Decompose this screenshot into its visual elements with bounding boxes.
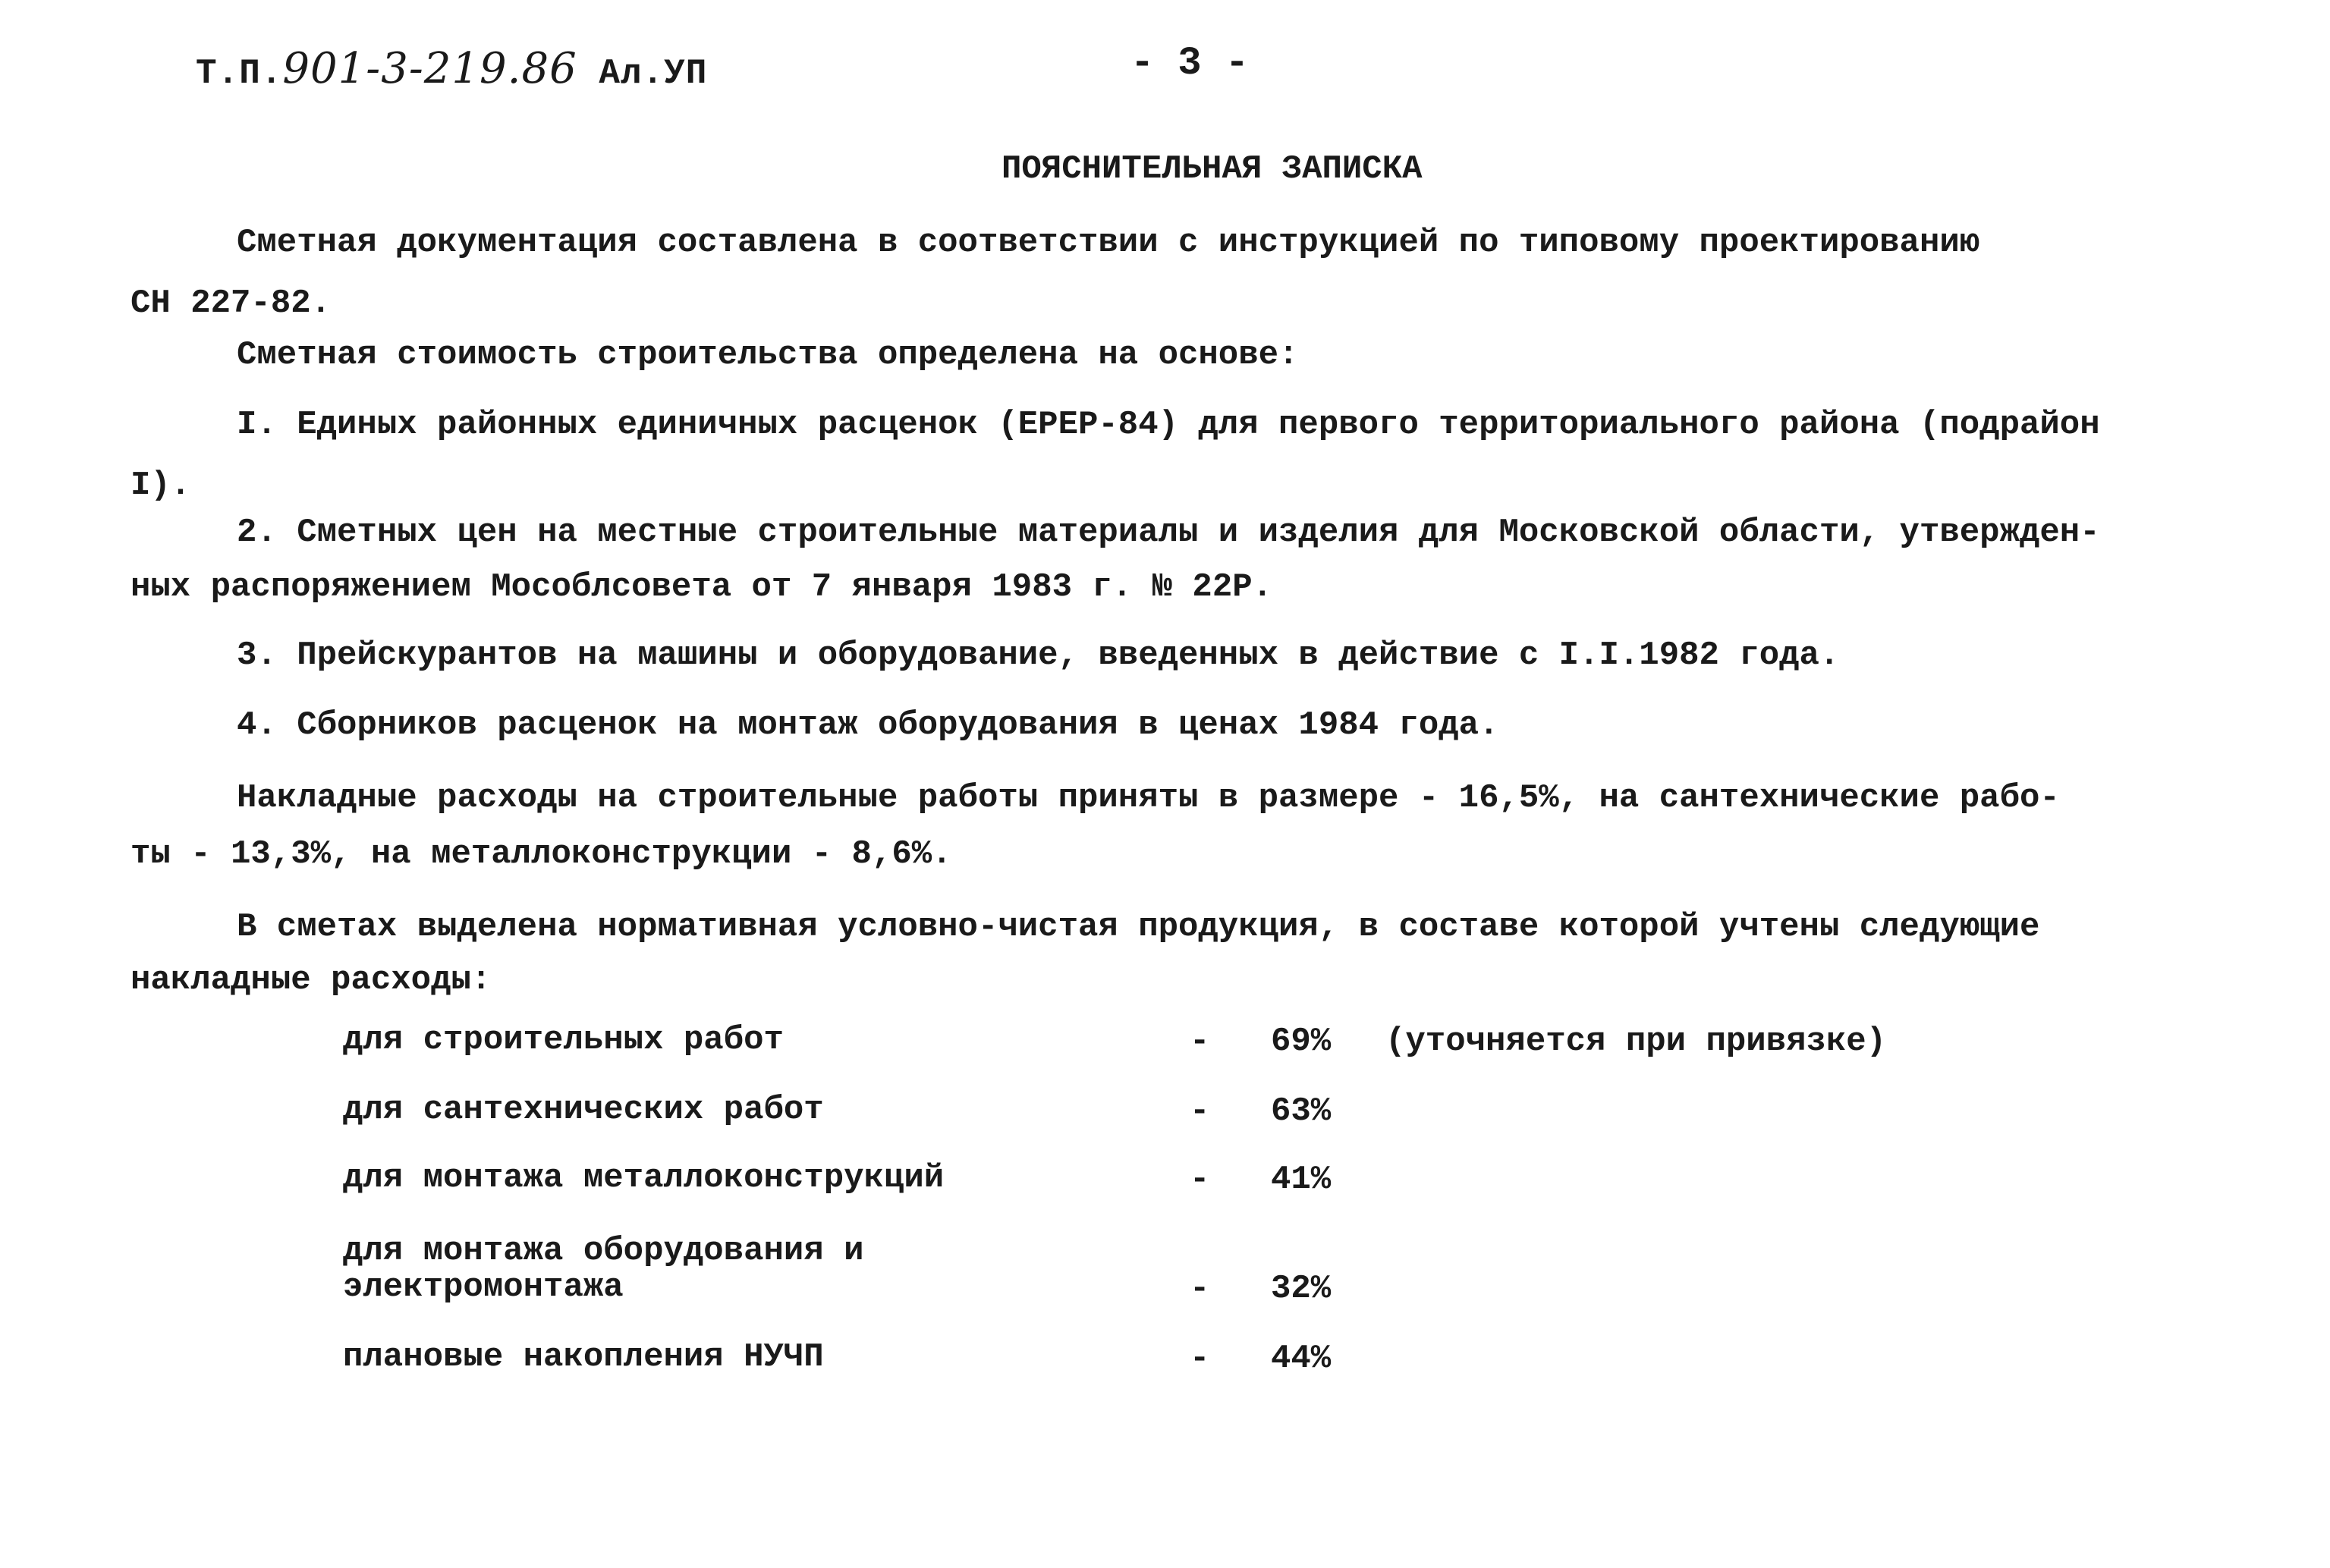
rate-note: (уточняется при привязке) bbox=[1385, 1023, 1887, 1061]
rate-dash: - bbox=[1190, 1092, 1210, 1130]
rate-value: 44% bbox=[1271, 1340, 1332, 1378]
rate-value: 69% bbox=[1271, 1023, 1332, 1061]
rate-label-line-1: для монтажа оборудования и bbox=[343, 1232, 864, 1270]
rate-dash: - bbox=[1190, 1340, 1210, 1378]
page-number: - 3 - bbox=[1130, 41, 1250, 86]
paragraph-1-line-1: Сметная документация составлена в соответствии с инструкцией по типовому проектированию bbox=[237, 224, 1980, 262]
paragraph-2: Сметная стоимость строительства определена на основе: bbox=[237, 336, 1299, 374]
code-prefix: Т.П. bbox=[196, 54, 283, 93]
item-1-line-2: I). bbox=[130, 467, 191, 504]
rate-value: 41% bbox=[1271, 1161, 1332, 1199]
paragraph-3-line-1: Накладные расходы на строительные работы приняты в размере - 16,5%, на сантехнические рабо- bbox=[237, 779, 2060, 817]
item-3: 3. Прейскурантов на машины и оборудование, введенных в действие с I.I.1982 года. bbox=[237, 636, 1840, 674]
rate-label: для сантехнических работ bbox=[343, 1091, 824, 1129]
paragraph-4-line-1: В сметах выделена нормативная условно-чистая продукция, в составе которой учтены следующие bbox=[237, 908, 2040, 946]
item-2-line-1: 2. Сметных цен на местные строительные материалы и изделия для Московской области, утвержден- bbox=[237, 514, 2100, 551]
rate-label-line-2: электромонтажа bbox=[343, 1268, 624, 1306]
item-4: 4. Сборников расценок на монтаж оборудования в ценах 1984 года. bbox=[237, 706, 1499, 744]
rate-dash: - bbox=[1190, 1023, 1210, 1061]
rate-value: 32% bbox=[1271, 1270, 1332, 1308]
rate-label: для монтажа металлоконструкций bbox=[343, 1159, 945, 1197]
rate-dash: - bbox=[1190, 1270, 1210, 1308]
rate-dash: - bbox=[1190, 1161, 1210, 1199]
paragraph-1-line-2: СН 227-82. bbox=[130, 284, 332, 322]
paragraph-4-line-2: накладные расходы: bbox=[130, 961, 492, 999]
item-1-line-1: I. Единых районных единичных расценок (ЕРЕР-84) для первого территориального района (подрайон bbox=[237, 406, 2100, 444]
page-title: ПОЯСНИТЕЛЬНАЯ ЗАПИСКА bbox=[1001, 150, 1423, 188]
rate-value: 63% bbox=[1271, 1092, 1332, 1130]
rate-label: для строительных работ bbox=[343, 1021, 784, 1059]
item-2-line-2: ных распоряжением Мособлсовета от 7 января 1983 г. № 22Р. bbox=[130, 568, 1273, 606]
rate-label: плановые накопления НУЧП bbox=[343, 1338, 824, 1376]
code-suffix: Ал.УП bbox=[599, 54, 708, 93]
document-code bbox=[196, 44, 707, 93]
code-handwritten: 901-3-219.86 bbox=[282, 44, 577, 93]
paragraph-3-line-2: ты - 13,3%, на металлоконструкции - 8,6%. bbox=[130, 835, 952, 873]
